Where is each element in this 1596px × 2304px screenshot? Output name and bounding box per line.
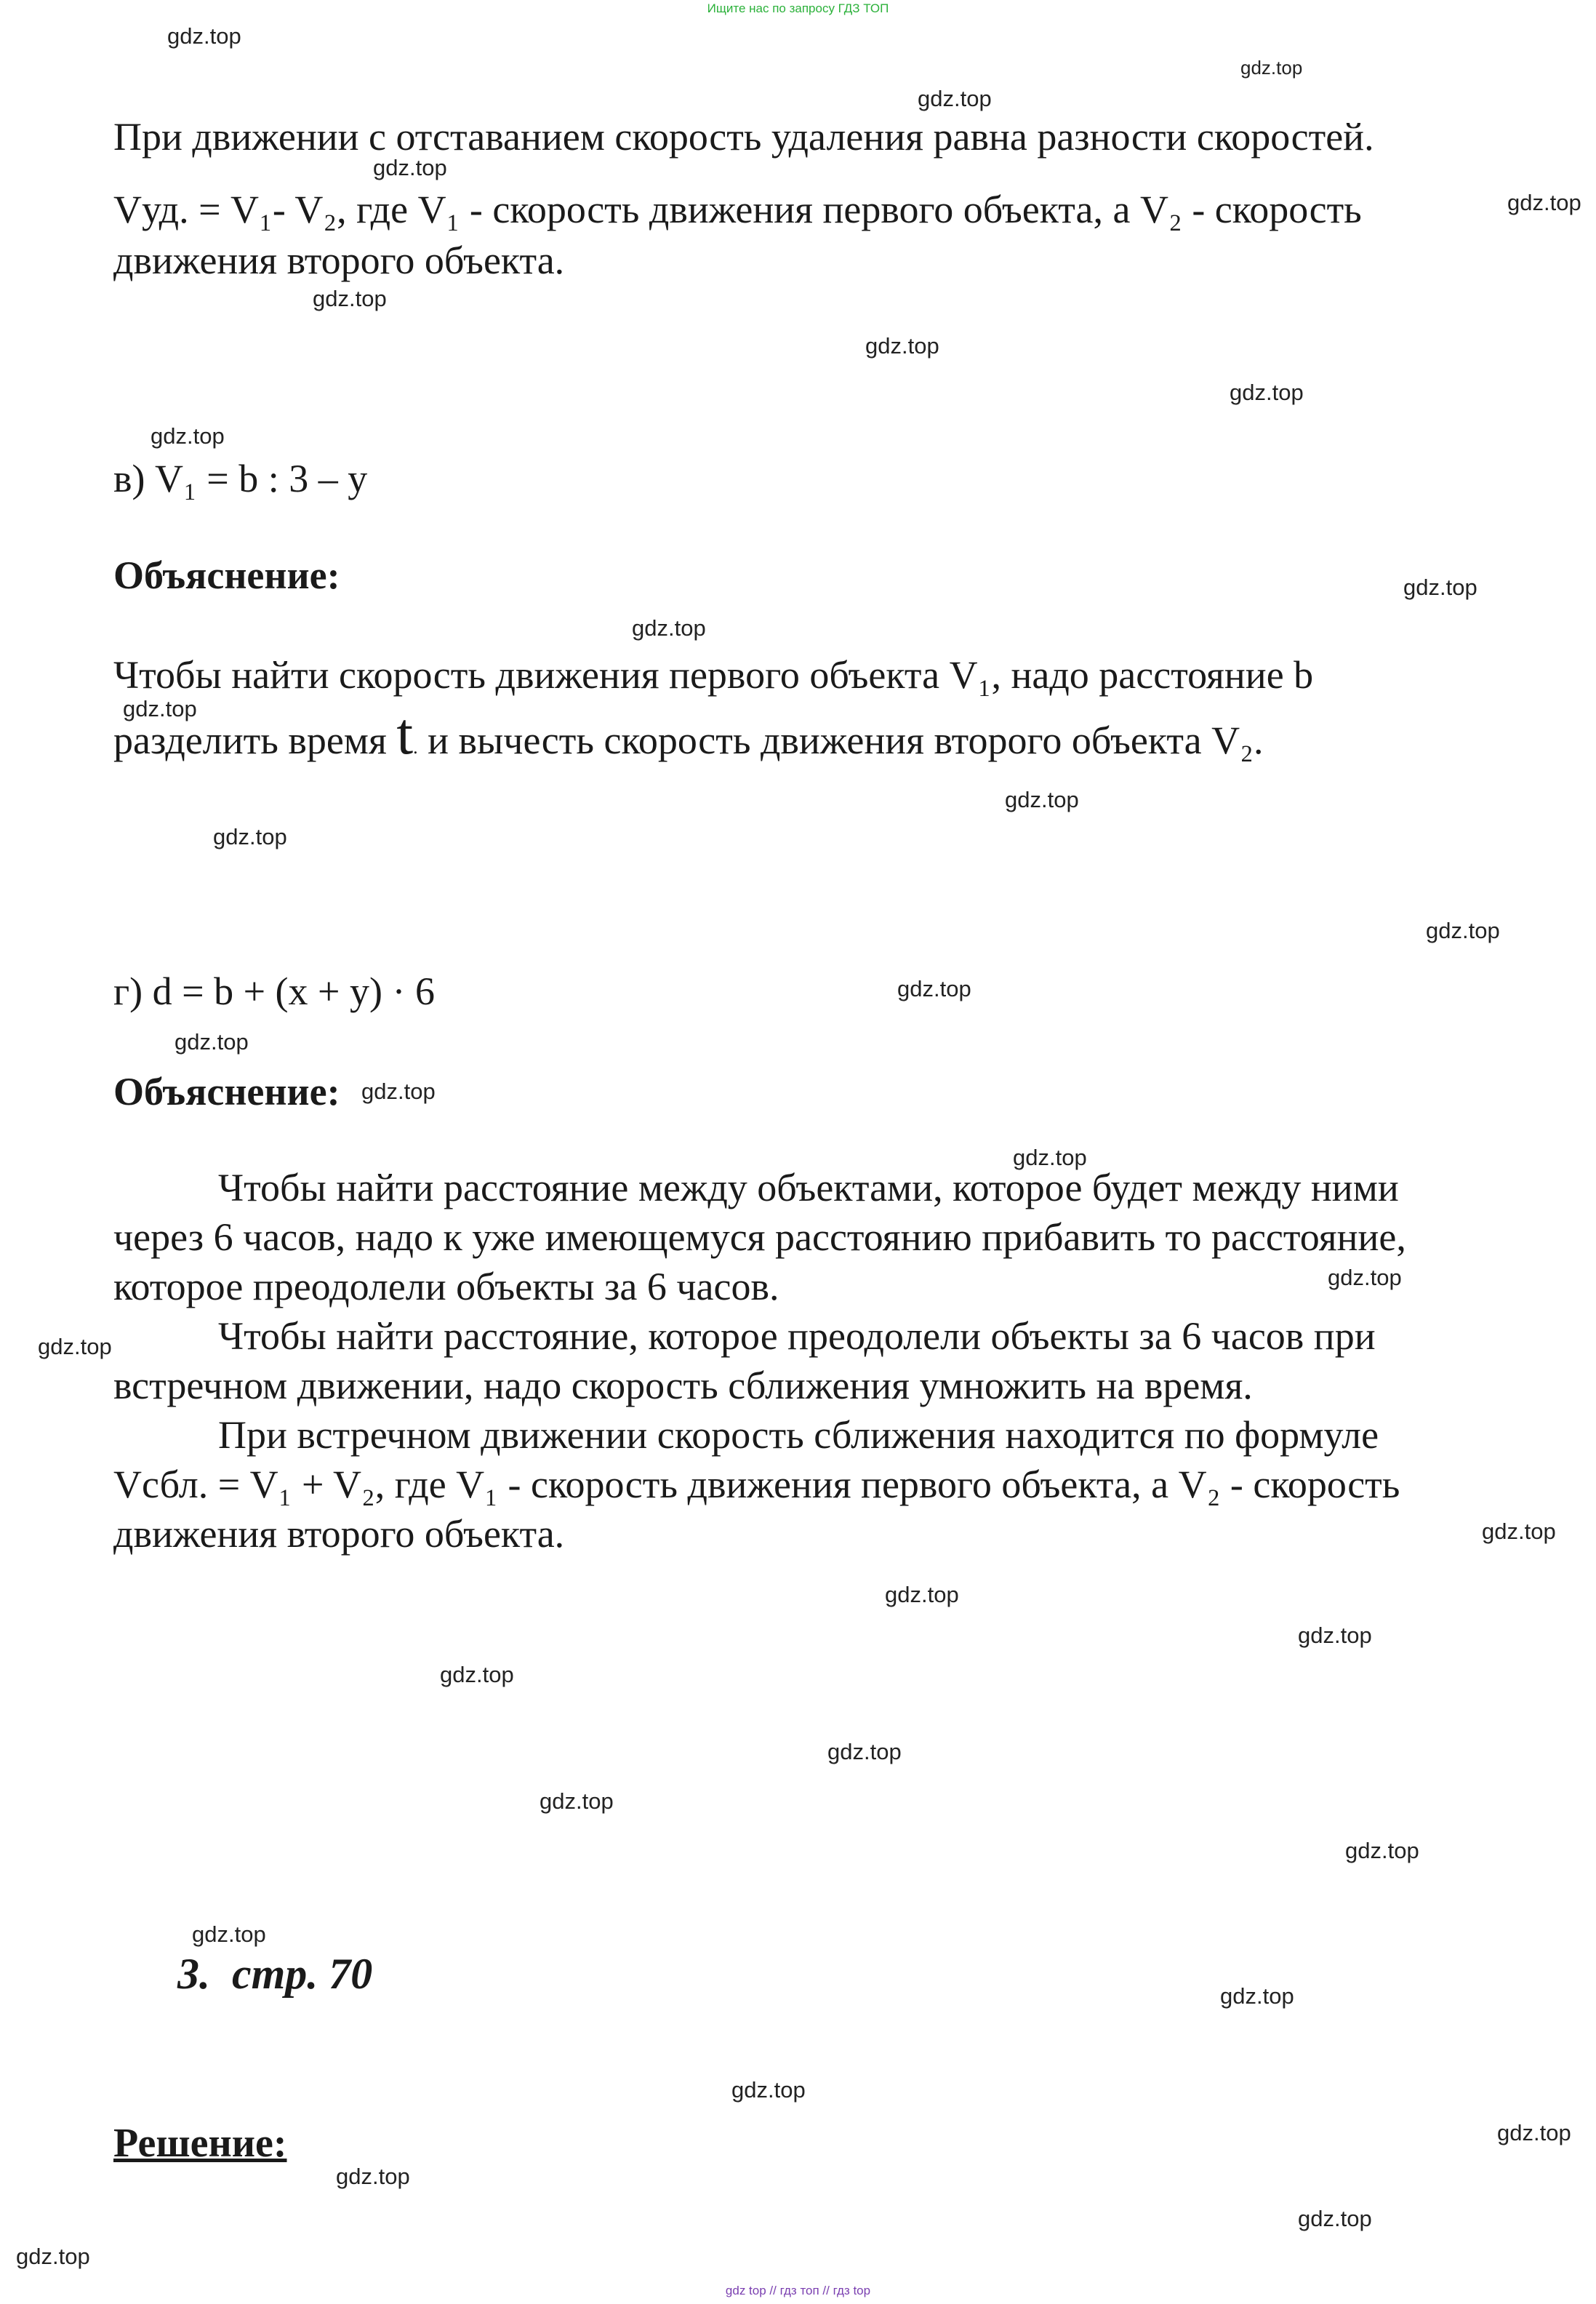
watermark: gdz.top xyxy=(1298,1623,1372,1648)
watermark: gdz.top xyxy=(373,155,447,180)
bottom-banner: gdz top // гдз топ // гдз top xyxy=(725,2284,871,2297)
watermark: gdz.top xyxy=(336,2164,410,2189)
watermark: gdz.top xyxy=(1013,1145,1087,1170)
part-g-p2-line2: встречном движении, надо скорость сближения умножить на время. xyxy=(113,1364,1253,1407)
watermark: gdz.top xyxy=(1220,1983,1294,2009)
block1-line2: Vуд. = V₁- V₂, где V₁ - скорость движения первого объекта, а V₂ - скорость xyxy=(113,188,1362,231)
watermark: gdz.top xyxy=(1328,1265,1402,1290)
watermark: gdz.top xyxy=(1230,380,1304,405)
formula-v: в) V₁ = b : 3 – y xyxy=(113,457,368,500)
formula-g: г) d = b + (x + y) · 6 xyxy=(113,969,435,1013)
block1-line1: При движении с отставанием скорость удаления равна разности скоростей. xyxy=(113,115,1374,159)
part-g-p2-line1: Чтобы найти расстояние, которое преодолели объекты за 6 часов при xyxy=(218,1314,1376,1358)
watermark: gdz.top xyxy=(865,333,939,359)
watermark: gdz.top xyxy=(151,423,225,449)
part-g-p3-line3: движения второго объекта. xyxy=(113,1512,565,1556)
part-v-line2-start: разделить время xyxy=(113,719,397,762)
time-variable-t: t xyxy=(396,700,414,767)
explanation-heading-v: Объяснение: xyxy=(113,553,340,597)
part-v-line1: Чтобы найти скорость движения первого объекта V₁, надо расстояние b xyxy=(113,653,1314,697)
part-v-line2-end: и вычесть скорость движения второго объекта V₂. xyxy=(417,719,1264,762)
watermark: gdz.top xyxy=(192,1921,266,1947)
watermark: gdz.top xyxy=(918,86,992,111)
time-dot: . xyxy=(413,737,418,758)
watermark: gdz.top xyxy=(361,1079,436,1104)
explanation-heading-g: Объяснение: xyxy=(113,1070,340,1113)
part-g-p1-line1: Чтобы найти расстояние между объектами, которое будет между ними xyxy=(218,1166,1399,1209)
part-g-p3-line2: Vсбл. = V₁ + V₂, где V₁ - скорость движения первого объекта, а V₂ - скорость xyxy=(113,1463,1400,1506)
watermark: gdz.top xyxy=(1482,1519,1556,1544)
watermark: gdz.top xyxy=(731,2077,806,2103)
part-g-p3-line1: При встречном движении скорость сближения находится по формуле xyxy=(218,1413,1379,1457)
task-index: 3. xyxy=(177,1950,210,1998)
watermark: gdz.top xyxy=(175,1029,249,1055)
watermark: gdz.top xyxy=(123,696,197,721)
watermark: gdz.top xyxy=(1497,2120,1571,2145)
part-g-p1-line3: которое преодолели объекты за 6 часов. xyxy=(113,1265,779,1308)
task-page: стр. 70 xyxy=(232,1950,373,1998)
watermark: gdz.top xyxy=(1240,57,1303,79)
watermark: gdz.top xyxy=(213,824,287,849)
watermark: gdz.top xyxy=(167,23,241,49)
watermark: gdz.top xyxy=(1005,787,1079,812)
watermark: gdz.top xyxy=(897,976,971,1001)
block1-line3: движения второго объекта. xyxy=(113,239,565,282)
top-banner: Ищите нас по запросу ГДЗ ТОП xyxy=(707,1,889,15)
watermark: gdz.top xyxy=(1345,1838,1419,1863)
task-number xyxy=(177,1949,372,1999)
watermark: gdz.top xyxy=(1426,918,1500,943)
watermark: gdz.top xyxy=(632,615,706,641)
watermark: gdz.top xyxy=(827,1739,902,1764)
watermark: gdz.top xyxy=(1403,575,1477,600)
solution-heading: Решение: xyxy=(113,2121,287,2166)
watermark: gdz.top xyxy=(16,2244,90,2269)
watermark: gdz.top xyxy=(540,1788,614,1814)
watermark: gdz.top xyxy=(885,1582,959,1607)
watermark: gdz.top xyxy=(1298,2206,1372,2231)
watermark: gdz.top xyxy=(313,286,387,311)
watermark: gdz.top xyxy=(38,1334,112,1359)
part-g-p1-line2: через 6 часов, надо к уже имеющемуся расстоянию прибавить то расстояние, xyxy=(113,1215,1406,1259)
watermark: gdz.top xyxy=(1507,190,1581,215)
watermark: gdz.top xyxy=(440,1662,514,1687)
